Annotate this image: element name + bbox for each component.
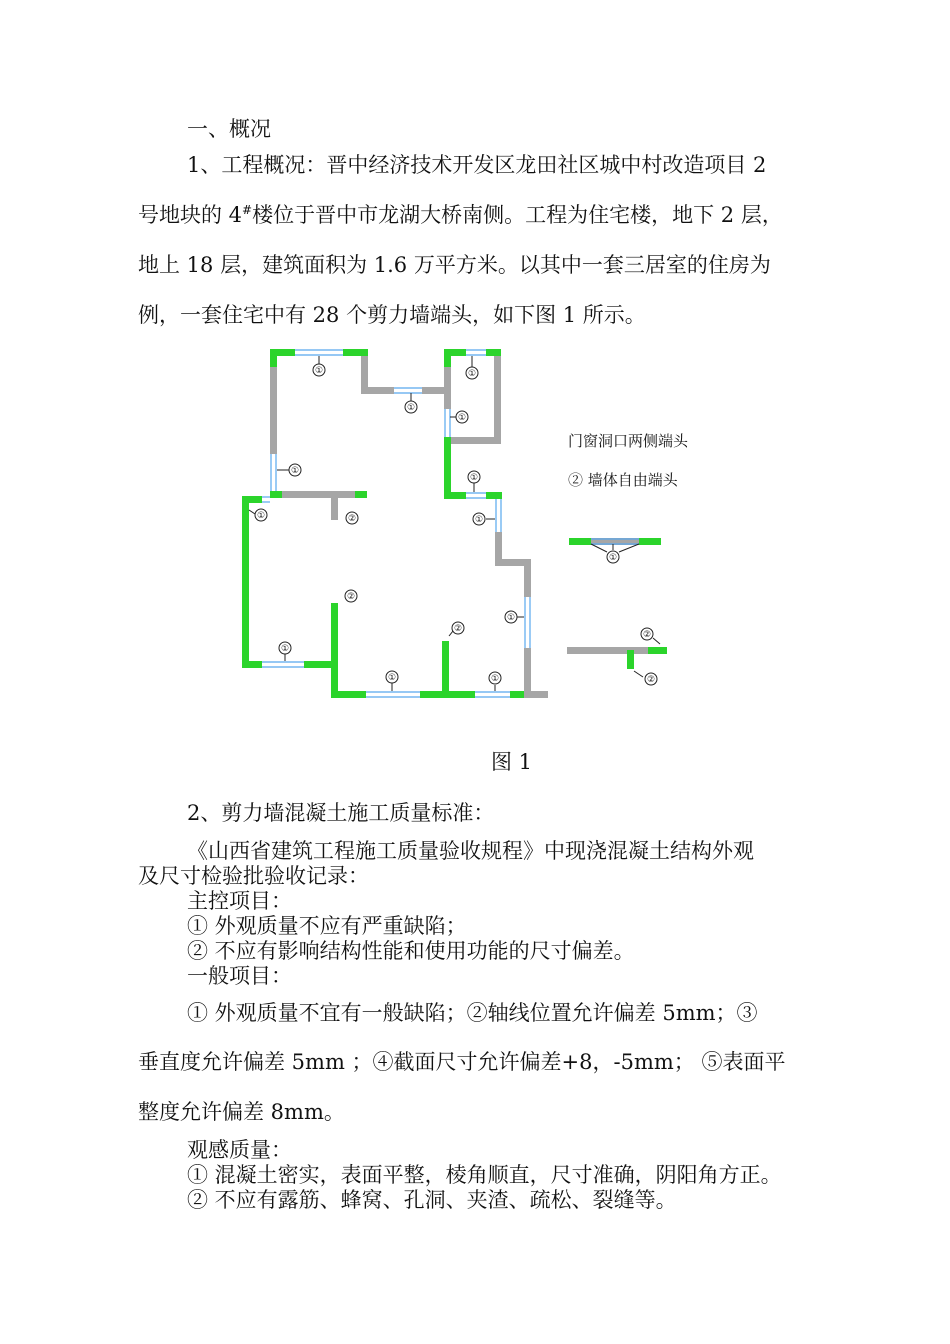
marker-1: ①	[608, 553, 618, 563]
figure-caption: 图 1	[491, 750, 533, 774]
marker-leaders	[249, 356, 660, 691]
marker-circles	[255, 364, 657, 685]
general-line-1: ① 外观质量不宜有一般缺陷；②轴线位置允许偏差 5mm；③	[187, 1001, 758, 1025]
legend-opening-ends: 门窗洞口两侧端头	[568, 432, 689, 450]
overview-line-2-a: 号地块的 4	[138, 203, 243, 227]
visual-item-1: ① 混凝土密实，表面平整，棱角顺直，尺寸准确，阴阳角方正。	[187, 1163, 782, 1187]
standards-intro-2: 及尺寸检验批验收记录：	[138, 864, 369, 888]
marker-1: ①	[457, 413, 467, 423]
marker-2: ②	[453, 624, 463, 634]
marker-1: ①	[314, 366, 324, 376]
marker-1: ①	[490, 674, 500, 684]
visual-quality-title: 观感质量：	[187, 1138, 292, 1162]
main-item-2: ② 不应有影响结构性能和使用功能的尺寸偏差。	[187, 939, 635, 963]
floor-plan-figure	[230, 345, 680, 715]
marker-2: ②	[642, 630, 652, 640]
marker-1: ①	[406, 403, 416, 413]
marker-2: ②	[346, 592, 356, 602]
overview-line-1: 1、工程概况：晋中经济技术开发区龙田社区城中村改造项目 2	[187, 153, 767, 177]
main-items-title: 主控项目：	[187, 889, 292, 913]
general-line-2: 垂直度允许偏差 5mm ；④截面尺寸允许偏差+8，-5mm； ⑤表面平	[138, 1050, 786, 1074]
gray-walls	[270, 349, 667, 698]
marker-1: ①	[280, 644, 290, 654]
overview-line-2-b: 楼位于晋中市龙湖大桥南侧。工程为住宅楼，地下 2 层，	[252, 203, 783, 227]
marker-1: ①	[467, 369, 477, 379]
standards-heading: 2、剪力墙混凝土施工质量标准：	[187, 801, 495, 825]
overview-line-2	[138, 199, 783, 229]
overview-line-4: 例，一套住宅中有 28 个剪力墙端头，如下图 1 所示。	[138, 303, 646, 327]
section-heading: 一、概况	[187, 117, 271, 141]
general-line-3: 整度允许偏差 8mm。	[138, 1100, 345, 1124]
marker-1: ①	[474, 515, 484, 525]
shear-wall-ends	[242, 349, 667, 698]
marker-1: ①	[290, 466, 300, 476]
marker-2: ②	[347, 514, 357, 524]
general-items-title: 一般项目：	[187, 964, 292, 988]
marker-1: ①	[506, 613, 516, 623]
overview-line-3: 地上 18 层，建筑面积为 1.6 万平方米。以其中一套三居室的住房为	[138, 253, 771, 277]
overview-line-2-sup: #	[242, 203, 253, 217]
standards-intro-1: 《山西省建筑工程施工质量验收规程》中现浇混凝土结构外观	[187, 839, 754, 863]
marker-1: ①	[469, 473, 479, 483]
marker-labels	[257, 366, 655, 685]
main-item-1: ① 外观质量不应有严重缺陷；	[187, 914, 467, 938]
visual-item-2: ② 不应有露筋、蜂窝、孔洞、夹渣、疏松、裂缝等。	[187, 1188, 677, 1212]
marker-2: ②	[646, 675, 656, 685]
marker-1: ①	[387, 673, 397, 683]
marker-1: ①	[256, 511, 266, 521]
legend-free-ends: ② 墙体自由端头	[568, 471, 678, 489]
